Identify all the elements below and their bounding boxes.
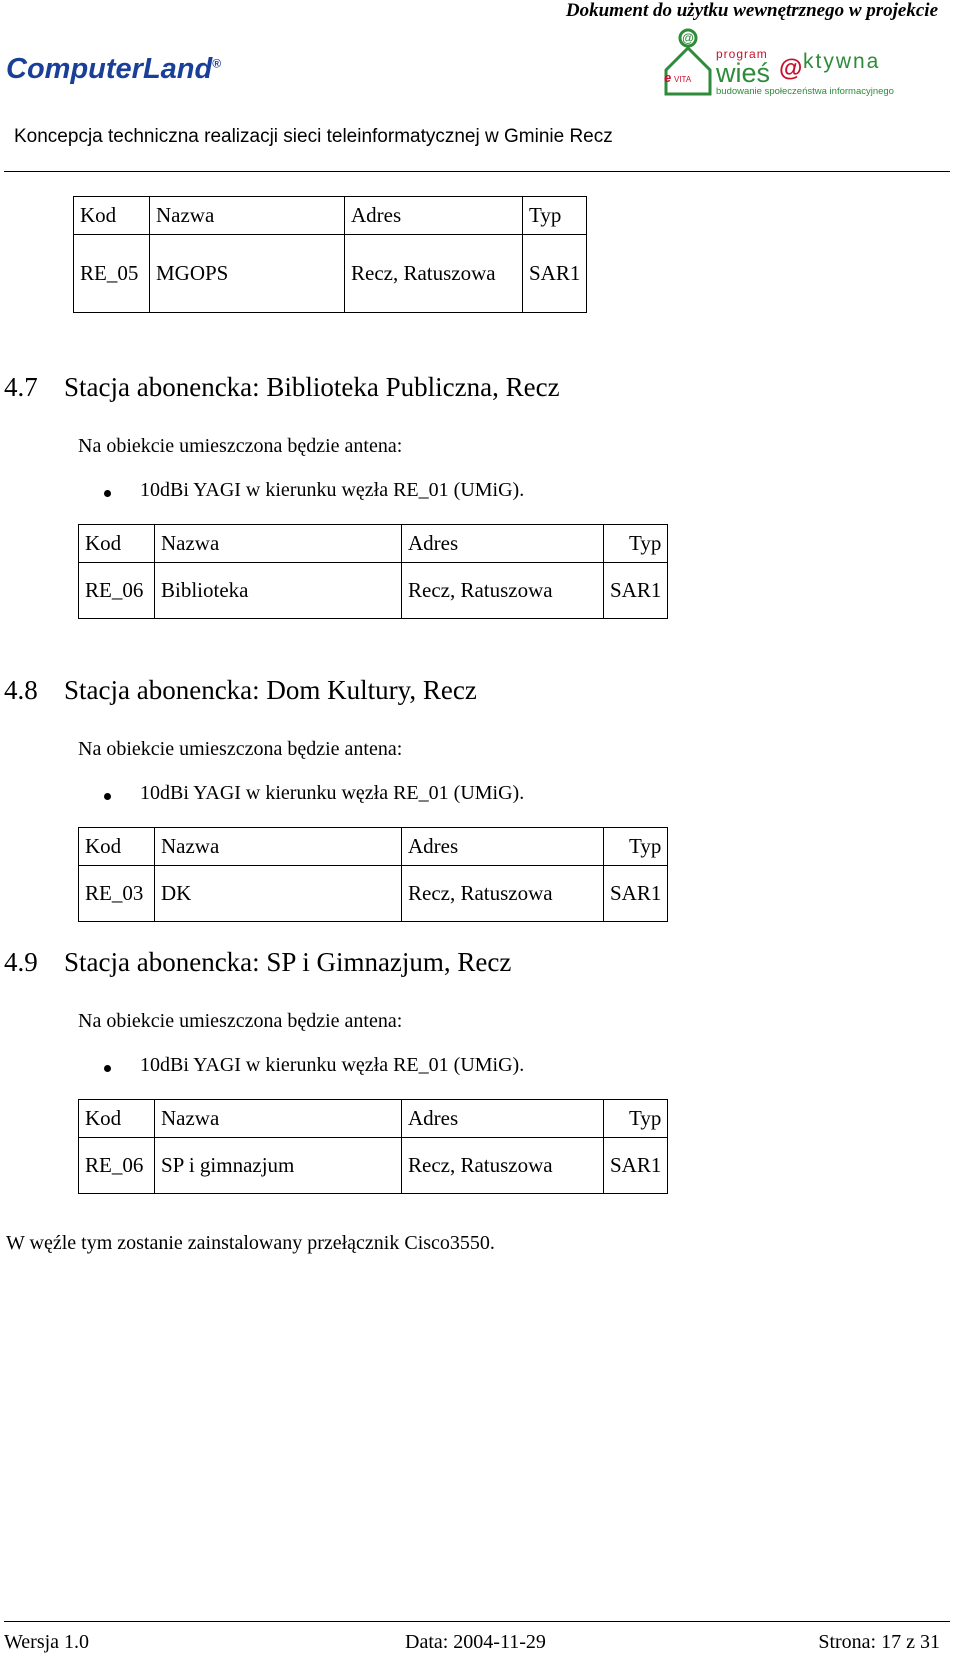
table-cell: DK	[155, 866, 402, 922]
node-table-re05	[73, 196, 587, 313]
table-cell: SAR1	[523, 235, 587, 313]
section-intro: Na obiekcie umieszczona będzie antena:	[78, 435, 403, 457]
section-heading	[4, 675, 477, 706]
footer-divider	[4, 1621, 950, 1622]
node-table-re03-dk	[78, 827, 668, 922]
footer-version: Wersja 1.0	[4, 1631, 90, 1653]
table-header-cell: Kod	[74, 197, 150, 235]
section-title: Stacja abonencka: Biblioteka Publiczna, Recz	[64, 372, 560, 402]
svg-text:program: program	[716, 47, 768, 61]
node-table-re06-sp	[78, 1099, 668, 1194]
wies-aktywna-logo-graphic	[662, 28, 920, 104]
computerland-logo-text: ComputerLand	[6, 53, 213, 85]
table-header-cell: Typ	[604, 525, 668, 563]
table-cell: SAR1	[604, 1138, 668, 1194]
table-cell: Recz, Ratuszowa	[402, 866, 604, 922]
section-intro: Na obiekcie umieszczona będzie antena:	[78, 1010, 403, 1032]
footer-date: Data: 2004-11-29	[405, 1631, 546, 1653]
table-header-cell: Kod	[79, 1100, 155, 1138]
table-row	[79, 563, 668, 619]
footer-page-number: Strona: 17 z 31	[818, 1631, 940, 1653]
computerland-logo	[6, 53, 221, 86]
table-cell: SP i gimnazjum	[155, 1138, 402, 1194]
svg-text:e: e	[664, 70, 672, 85]
svg-text:@: @	[682, 31, 694, 45]
table-cell: Recz, Ratuszowa	[402, 1138, 604, 1194]
table-header-cell: Adres	[402, 828, 604, 866]
bullet-icon	[104, 490, 111, 497]
table-cell: RE_05	[74, 235, 150, 313]
bullet-item: 10dBi YAGI w kierunku węzła RE_01 (UMiG).	[140, 782, 525, 804]
table-header-cell: Kod	[79, 525, 155, 563]
table-header-row	[79, 828, 668, 866]
bullet-icon	[104, 1065, 111, 1072]
table-header-cell: Nazwa	[155, 1100, 402, 1138]
section-title: Stacja abonencka: SP i Gimnazjum, Recz	[64, 947, 512, 977]
table-row	[79, 866, 668, 922]
table-header-cell: Nazwa	[150, 197, 345, 235]
bullet-item: 10dBi YAGI w kierunku węzła RE_01 (UMiG).	[140, 479, 525, 501]
svg-text:budowanie społeczeństwa inform: budowanie społeczeństwa informacyjnego	[716, 86, 894, 97]
document-title: Koncepcja techniczna realizacji sieci teleinformatycznej w Gminie Recz	[14, 126, 613, 147]
registered-mark: ®	[212, 56, 222, 71]
bullet-item: 10dBi YAGI w kierunku węzła RE_01 (UMiG).	[140, 1054, 525, 1076]
section-heading	[4, 372, 560, 403]
node-table-re06-biblioteka	[78, 524, 668, 619]
table-cell: RE_06	[79, 1138, 155, 1194]
header-divider	[4, 171, 950, 172]
svg-text:ktywna: ktywna	[803, 50, 881, 73]
table-row	[79, 1138, 668, 1194]
table-cell: SAR1	[604, 866, 668, 922]
table-header-row	[74, 197, 587, 235]
section-heading	[4, 947, 511, 978]
svg-text:VITA: VITA	[674, 75, 692, 84]
table-cell: SAR1	[604, 563, 668, 619]
table-cell: Biblioteka	[155, 563, 402, 619]
closing-paragraph: W węźle tym zostanie zainstalowany przełącznik Cisco3550.	[6, 1232, 495, 1254]
table-cell: RE_06	[79, 563, 155, 619]
wies-aktywna-logo	[662, 28, 920, 104]
table-header-cell: Adres	[345, 197, 523, 235]
section-title: Stacja abonencka: Dom Kultury, Recz	[64, 675, 477, 705]
table-header-cell: Typ	[604, 1100, 668, 1138]
table-header-row	[79, 525, 668, 563]
section-number: 4.8	[4, 675, 38, 705]
table-row	[74, 235, 587, 313]
table-header-cell: Adres	[402, 1100, 604, 1138]
section-intro: Na obiekcie umieszczona będzie antena:	[78, 738, 403, 760]
table-header-cell: Typ	[523, 197, 587, 235]
table-header-cell: Adres	[402, 525, 604, 563]
table-cell: Recz, Ratuszowa	[402, 563, 604, 619]
table-header-cell: Nazwa	[155, 525, 402, 563]
table-cell: MGOPS	[150, 235, 345, 313]
section-number: 4.7	[4, 372, 38, 402]
svg-text:wieś: wieś	[716, 58, 771, 88]
table-header-cell: Nazwa	[155, 828, 402, 866]
table-header-cell: Kod	[79, 828, 155, 866]
header-note: Dokument do użytku wewnętrznego w projekcie	[565, 0, 938, 21]
bullet-icon	[104, 793, 111, 800]
section-number: 4.9	[4, 947, 38, 977]
svg-text:@: @	[779, 55, 803, 82]
table-cell: RE_03	[79, 866, 155, 922]
table-cell: Recz, Ratuszowa	[345, 235, 523, 313]
table-header-row	[79, 1100, 668, 1138]
table-header-cell: Typ	[604, 828, 668, 866]
